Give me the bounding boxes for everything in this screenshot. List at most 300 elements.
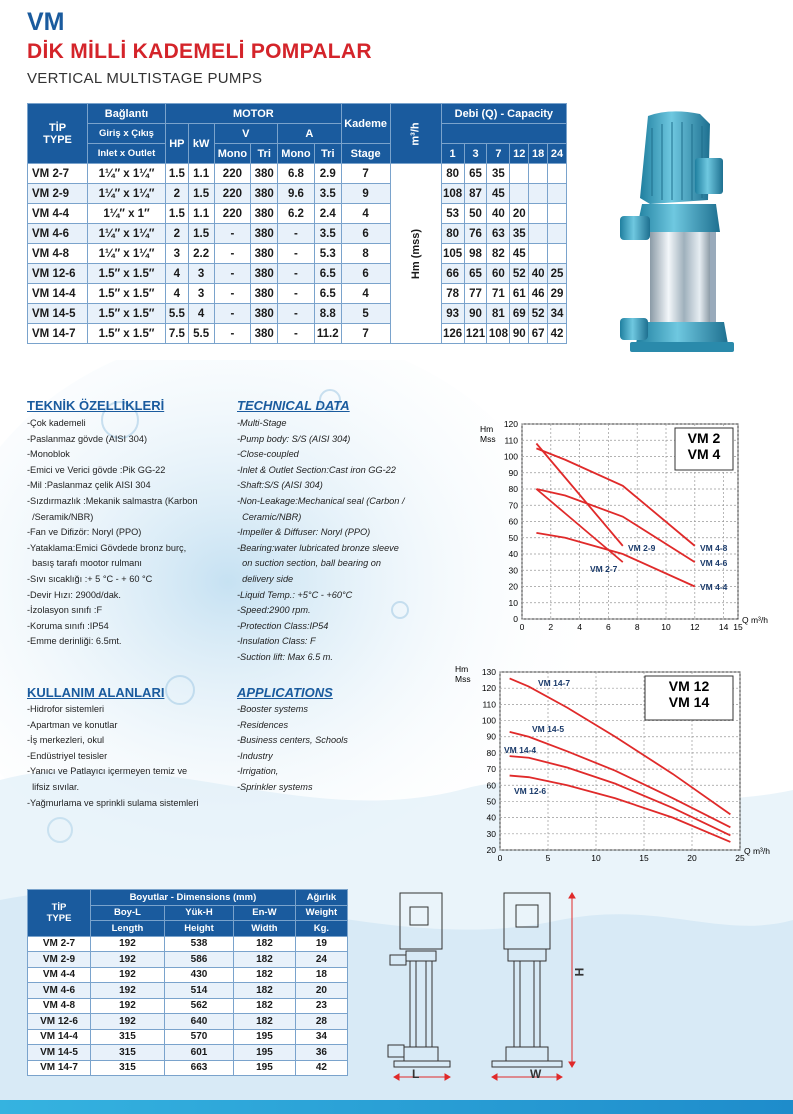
dims-cell-w: 182 [234,967,296,983]
cell-at: 5.3 [314,244,341,264]
cell-vm: 220 [214,184,251,204]
cell-stage: 7 [341,324,390,344]
table-row [28,936,348,952]
table-row [28,284,567,304]
cell-capacity: 87 [464,184,487,204]
dims-cell-h: 663 [164,1060,233,1076]
table-row [28,224,567,244]
dims-header-weight: Weight [295,905,347,921]
dims-cell-l: 192 [91,983,165,999]
cell-am: 6.8 [278,164,315,184]
cell-capacity: 61 [510,284,529,304]
cell-capacity: 65 [464,164,487,184]
dims-header-agirlik: Ağırlık [295,890,347,906]
subtitle-turkish: DİK MİLLİ KADEMELİ POMPALAR [27,40,372,63]
dims-cell-kg: 23 [295,998,347,1014]
list-item: -Business centers, Schools [237,735,348,746]
cell-at: 8.8 [314,304,341,324]
header-a: A [278,124,342,144]
cell-vt: 380 [251,164,278,184]
list-item: Ceramic/NBR) [237,511,302,522]
y-tick-label: 100 [481,715,496,726]
dims-cell-model: VM 12-6 [28,1014,91,1030]
list-item: -Bearing:water lubricated bronze sleeve [237,542,399,553]
cell-kw: 1.5 [188,184,214,204]
x-tick-label: 0 [497,853,503,862]
cell-stage: 5 [341,304,390,324]
cell-capacity: 45 [510,244,529,264]
cell-capacity: 78 [441,284,464,304]
header-v: V [214,124,278,144]
header-cap: 12 [510,144,529,164]
header-unit: m³/h [409,121,422,146]
x-tick-label: 12 [690,622,700,632]
list-item: -Non-Leakage:Mechanical seal (Carbon / [237,495,405,506]
y-tick-label: 70 [486,764,496,775]
cell-capacity: 45 [487,184,510,204]
x-tick-label: 4 [577,622,582,632]
table-row [28,244,567,264]
series-label: VM 14-4 [504,745,537,755]
cell-capacity: 76 [464,224,487,244]
dims-cell-w: 182 [234,1014,296,1030]
cell-capacity [548,184,567,204]
header-hp: HP [165,124,188,164]
cell-capacity: 63 [487,224,510,244]
list-item: -İş merkezleri, okul [27,735,105,746]
series-label: VM 2-7 [590,564,618,574]
header-v-tri: Tri [251,144,278,164]
dims-cell-model: VM 14-7 [28,1060,91,1076]
list-item: -Sızdırmazlık :Mekanik salmastra (Karbon [27,495,198,506]
dims-cell-l: 315 [91,1045,165,1061]
cell-capacity: 108 [441,184,464,204]
cell-capacity: 69 [510,304,529,324]
cell-vm: 220 [214,164,251,184]
list-item: -Emici ve Verici gövde :Pik GG-22 [27,464,166,475]
cell-kw: 4 [188,304,214,324]
cell-model: VM 2-9 [28,184,88,204]
cell-am: - [278,224,315,244]
cell-capacity [529,204,548,224]
cell-capacity [529,184,548,204]
cell-capacity: 90 [510,324,529,344]
y-axis-label: Hm [480,424,494,434]
y-tick-label: 30 [486,828,496,839]
cell-capacity: 52 [510,264,529,284]
cell-vt: 380 [251,184,278,204]
cell-hp: 4 [165,264,188,284]
cell-capacity: 35 [510,224,529,244]
chart-title: VM 2 [687,430,721,446]
cell-model: VM 12-6 [28,264,88,284]
y-axis-label: Mss [455,674,471,684]
y-tick-label: 100 [503,451,518,462]
list-item: -Devir Hızı: 2900d/dak. [27,589,121,600]
list-item: -Multi-Stage [237,418,287,428]
pump-photo [600,108,760,360]
table-row [28,204,567,224]
y-tick-label: 10 [508,597,518,608]
cell-connection: 1¼″ x 1¼″ [88,184,166,204]
list-teknik [27,416,227,650]
list-item: -Booster systems [237,704,308,714]
drawing-label-l: L [412,1067,420,1081]
cell-capacity: 108 [487,324,510,344]
cell-hm [390,164,441,344]
dims-cell-l: 315 [91,1060,165,1076]
dims-cell-l: 315 [91,1029,165,1045]
cell-capacity [548,224,567,244]
x-tick-label: 8 [634,622,640,632]
list-item: -Residences [237,719,289,730]
cell-kw: 5.5 [188,324,214,344]
cell-hp: 2 [165,184,188,204]
cell-stage: 9 [341,184,390,204]
dims-cell-w: 195 [234,1060,296,1076]
cell-model: VM 4-4 [28,204,88,224]
x-tick-label: 20 [687,853,697,862]
x-tick-label: 25 [735,853,745,862]
cell-capacity: 80 [441,164,464,184]
dims-header-yuk: Yük-H [164,905,233,921]
cell-capacity: 98 [464,244,487,264]
dims-cell-h: 538 [164,936,233,952]
cell-vt: 380 [251,224,278,244]
list-item: -Monoblok [27,449,70,460]
dims-cell-kg: 20 [295,983,347,999]
dims-cell-l: 192 [91,967,165,983]
cell-at: 2.4 [314,204,341,224]
cell-model: VM 14-4 [28,284,88,304]
header-inlet: Inlet x Outlet [88,144,166,164]
list-item: -Apartman ve konutlar [27,719,118,730]
dims-cell-h: 586 [164,952,233,968]
dims-header-en: En-W [234,905,296,921]
dims-cell-h: 570 [164,1029,233,1045]
cell-capacity [529,244,548,264]
cell-vt: 380 [251,264,278,284]
x-tick-label: 15 [733,622,743,632]
y-tick-label: 80 [508,484,518,494]
dims-cell-model: VM 2-9 [28,952,91,968]
cell-capacity: 34 [548,304,567,324]
dims-cell-w: 182 [234,983,296,999]
dims-header-tip: TİP [51,901,67,913]
cell-model: VM 4-8 [28,244,88,264]
y-tick-label: 40 [486,812,496,823]
cell-vm: - [214,244,251,264]
x-tick-label: 15 [639,853,649,862]
dims-cell-w: 182 [234,952,296,968]
table-row [28,264,567,284]
cell-connection: 1.5″ x 1.5″ [88,304,166,324]
cell-vt: 380 [251,244,278,264]
cell-at: 2.9 [314,164,341,184]
cell-capacity: 46 [529,284,548,304]
cell-capacity [529,224,548,244]
x-axis-label: Q m³/h [742,615,768,625]
cell-capacity: 71 [487,284,510,304]
list-item: -Liquid Temp.: +5°C - +60°C [237,589,353,600]
cell-at: 11.2 [314,324,341,344]
subtitle-english: VERTICAL MULTISTAGE PUMPS [27,70,263,87]
list-item: -Protection Class:IP54 [237,620,329,631]
cell-capacity: 29 [548,284,567,304]
table-row [28,164,567,184]
cell-capacity: 93 [441,304,464,324]
y-tick-label: 20 [508,581,518,592]
cell-capacity: 77 [464,284,487,304]
cell-am: - [278,284,315,304]
cell-hp: 2 [165,224,188,244]
cell-connection: 1.5″ x 1.5″ [88,324,166,344]
cell-capacity: 81 [487,304,510,324]
list-item: -Insulation Class: F [237,636,316,647]
cell-capacity: 80 [441,224,464,244]
dims-header-type: TYPE [46,912,72,924]
x-tick-label: 14 [718,622,729,632]
section-title-applications: APPLICATIONS [237,685,333,700]
y-axis-label: Mss [480,434,496,444]
cell-capacity: 121 [464,324,487,344]
cell-vt: 380 [251,324,278,344]
cell-capacity [548,164,567,184]
cell-hp: 1.5 [165,204,188,224]
cell-at: 3.5 [314,184,341,204]
x-tick-label: 5 [545,853,551,862]
table-row [28,1029,348,1045]
cell-capacity: 67 [529,324,548,344]
cell-capacity: 35 [487,164,510,184]
cell-capacity: 42 [548,324,567,344]
dims-cell-kg: 24 [295,952,347,968]
y-tick-label: 40 [508,549,518,559]
cell-capacity [510,184,529,204]
cell-hp: 7.5 [165,324,188,344]
cell-vt: 380 [251,284,278,304]
y-tick-label: 0 [513,614,518,624]
cell-capacity [529,164,548,184]
series-label: VM 4-6 [700,558,728,568]
cell-am: 9.6 [278,184,315,204]
cell-stage: 6 [341,264,390,284]
list-item: basış tarafı mootor rulmanı [27,558,142,569]
series-label: VM 4-8 [700,543,728,553]
cell-connection: 1¼″ x 1″ [88,204,166,224]
cell-capacity: 65 [464,264,487,284]
cell-stage: 6 [341,224,390,244]
y-tick-label: 90 [486,731,496,742]
table-row [28,1014,348,1030]
dims-cell-h: 514 [164,983,233,999]
dims-cell-l: 192 [91,952,165,968]
cell-capacity: 126 [441,324,464,344]
header-stage: Stage [341,144,390,164]
list-item: -Koruma sınıfı :IP54 [27,620,109,631]
y-tick-label: 20 [486,845,496,855]
drawing-label-h: H [572,967,587,977]
dims-cell-kg: 19 [295,936,347,952]
drawing-label-w: W [530,1067,542,1081]
cell-kw: 1.1 [188,204,214,224]
cell-stage: 7 [341,164,390,184]
header-cap: 1 [441,144,464,164]
header-kademe: Kademe [341,104,390,144]
header-cap: 18 [529,144,548,164]
list-item: on suction section, ball bearing on [237,558,382,569]
dims-cell-w: 182 [234,936,296,952]
dims-cell-h: 601 [164,1045,233,1061]
x-tick-label: 0 [519,622,525,632]
cell-vt: 380 [251,204,278,224]
cell-capacity: 50 [464,204,487,224]
cell-capacity [510,164,529,184]
cell-model: VM 14-7 [28,324,88,344]
cell-capacity: 25 [548,264,567,284]
x-tick-label: 10 [661,622,671,632]
list-item: -Speed:2900 rpm. [237,605,311,616]
cell-hp: 4 [165,284,188,304]
cell-connection: 1.5″ x 1.5″ [88,264,166,284]
dims-header-boyutlar: Boyutlar - Dimensions (mm) [91,890,296,906]
y-tick-label: 120 [503,419,518,429]
cell-am: - [278,244,315,264]
cell-stage: 8 [341,244,390,264]
list-item: -Suction lift: Max 6.5 m. [237,651,333,662]
y-tick-label: 30 [508,565,518,576]
y-tick-label: 110 [482,699,496,710]
list-item: -Fan ve Difizör: Noryl (PPO) [27,527,142,538]
dims-header-length: Length [91,921,165,937]
y-tick-label: 60 [508,516,518,527]
chart-title: VM 14 [668,694,710,710]
cell-connection: 1¼″ x 1¼″ [88,164,166,184]
footer-bar [0,1100,793,1114]
cell-at: 6.5 [314,284,341,304]
header-cap: 24 [548,144,567,164]
cell-capacity: 60 [487,264,510,284]
y-tick-label: 130 [481,667,496,677]
dims-cell-kg: 18 [295,967,347,983]
list-item: -Inlet & Outlet Section:Cast iron GG-22 [237,464,396,475]
dims-cell-model: VM 4-4 [28,967,91,983]
section-title-kullanim: KULLANIM ALANLARI [27,685,165,700]
cell-connection: 1.5″ x 1.5″ [88,284,166,304]
section-title-technical: TECHNICAL DATA [237,398,350,413]
cell-vm: - [214,224,251,244]
y-tick-label: 120 [481,683,496,694]
dims-header-boy: Boy-L [91,905,165,921]
dims-cell-w: 195 [234,1045,296,1061]
list-item: -Mil :Paslanmaz çelik AISI 304 [27,480,151,491]
header-a-tri: Tri [314,144,341,164]
dims-header-height: Height [164,921,233,937]
table-row [28,1060,348,1076]
list-item: -Yanıcı ve Patlayıcı içermeyen temiz ve [27,766,188,777]
cell-vm: 220 [214,204,251,224]
x-tick-label: 2 [548,622,554,632]
chart-title: VM 4 [687,446,721,462]
header-giris: Giriş x Çıkış [88,124,166,144]
list-item: -Hidrofor sistemleri [27,704,105,714]
dims-cell-kg: 34 [295,1029,347,1045]
cell-am: 6.2 [278,204,315,224]
cell-kw: 1.1 [188,164,214,184]
x-tick-label: 10 [591,853,601,862]
dims-cell-kg: 42 [295,1060,347,1076]
cell-capacity: 66 [441,264,464,284]
header-kw: kW [188,124,214,164]
cell-at: 3.5 [314,224,341,244]
dims-cell-kg: 36 [295,1045,347,1061]
dimension-drawing [380,885,580,1090]
section-title-teknik: TEKNİK ÖZELLİKLERİ [27,398,165,413]
header-tip: TİP [48,121,67,134]
dims-cell-l: 192 [91,998,165,1014]
cell-kw: 3 [188,284,214,304]
cell-capacity: 82 [487,244,510,264]
cell-stage: 4 [341,284,390,304]
table-row [28,967,348,983]
list-item: -Impeller & Diffuser: Noryl (PPO) [237,527,371,538]
cell-kw: 3 [188,264,214,284]
header-a-mono: Mono [278,144,315,164]
cell-at: 6.5 [314,264,341,284]
cell-hp: 5.5 [165,304,188,324]
dims-cell-model: VM 4-6 [28,983,91,999]
spec-table [27,103,567,344]
series-label: VM 12-6 [514,786,547,796]
cell-model: VM 14-5 [28,304,88,324]
series-label: VM 14-7 [538,678,571,688]
cell-capacity: 40 [487,204,510,224]
series-label: VM 4-4 [700,582,728,592]
list-kullanim [27,702,227,811]
hm-label: Hm (mss) [409,228,422,279]
cell-capacity: 20 [510,204,529,224]
cell-vm: - [214,264,251,284]
cell-am: - [278,264,315,284]
chart-vm2-vm4 [470,410,788,638]
y-tick-label: 90 [508,467,518,478]
cell-model: VM 2-7 [28,164,88,184]
header-v-mono: Mono [214,144,251,164]
dims-cell-model: VM 4-8 [28,998,91,1014]
cell-hp: 3 [165,244,188,264]
y-tick-label: 50 [486,796,496,807]
y-axis-label: Hm [455,664,469,674]
list-item: -Paslanmaz gövde (AISI 304) [27,433,148,444]
page-title: VM [27,8,65,36]
cell-capacity: 40 [529,264,548,284]
y-tick-label: 110 [504,435,518,446]
header-cap: 7 [487,144,510,164]
dims-header-width: Width [234,921,296,937]
cell-model: VM 4-6 [28,224,88,244]
cell-capacity: 52 [529,304,548,324]
list-item: -Close-coupled [237,449,299,460]
cell-connection: 1¼″ x 1¼″ [88,244,166,264]
dims-cell-w: 195 [234,1029,296,1045]
cell-capacity: 53 [441,204,464,224]
dims-cell-kg: 28 [295,1014,347,1030]
list-item: -Emme derinliği: 6.5mt. [27,636,122,647]
y-tick-label: 50 [508,532,518,543]
list-item: -Industry [237,750,273,761]
series-label: VM 2-9 [628,543,656,553]
dims-cell-w: 182 [234,998,296,1014]
